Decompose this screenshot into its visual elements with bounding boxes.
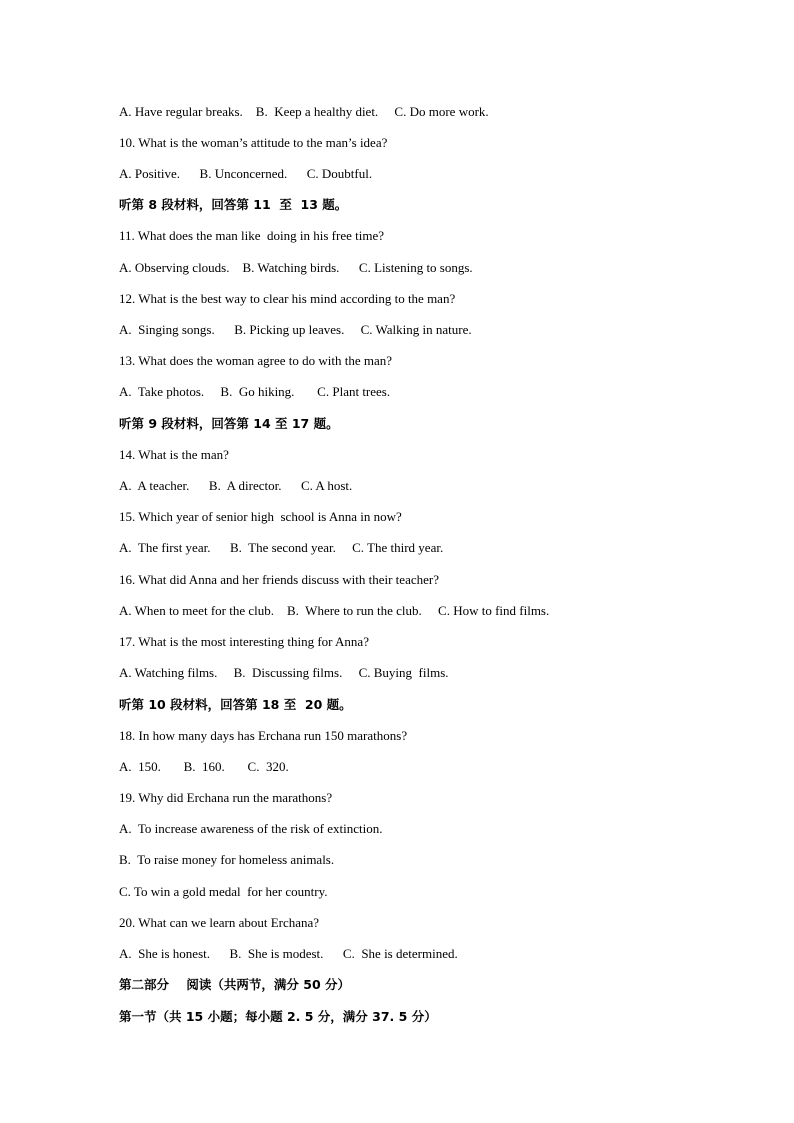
options-q12: A. Singing songs. B. Picking up leaves. C. Walking in nature. [119, 322, 472, 337]
question-20: 20. What can we learn about Erchana? [119, 915, 320, 930]
option-q19-b: B. To raise money for homeless animals. [119, 852, 335, 867]
question-15: 15. Which year of senior high school is Anna in now? [119, 509, 402, 524]
question-17: 17. What is the most interesting thing for Anna? [119, 634, 369, 649]
options-q15: A. The first year. B. The second year. C. The third year. [119, 540, 444, 555]
options-q16: A. When to meet for the club. B. Where to run the club. C. How to find films. [119, 603, 550, 618]
section-heading-material-9: 听第 9 段材料，回答第 14 至 17 题。 [119, 416, 339, 431]
section-heading-material-8: 听第 8 段材料，回答第 11 至 13 题。 [119, 197, 348, 212]
question-14: 14. What is the man? [119, 447, 229, 462]
question-11: 11. What does the man like doing in his free time? [119, 228, 384, 243]
option-q19-a: A. To increase awareness of the risk of extinction. [119, 821, 383, 836]
part-two-heading: 第二部分 阅读（共两节，满分 50 分） [119, 977, 351, 992]
question-10: 10. What is the woman’s attitude to the man’s idea? [119, 135, 388, 150]
options-q20: A. She is honest. B. She is modest. C. She is determined. [119, 946, 458, 961]
section-heading-material-10: 听第 10 段材料，回答第 18 至 20 题。 [119, 697, 352, 712]
question-18: 18. In how many days has Erchana run 150 marathons? [119, 728, 408, 743]
options-q18: A. 150. B. 160. C. 320. [119, 759, 289, 774]
question-19: 19. Why did Erchana run the marathons? [119, 790, 333, 805]
option-q19-c: C. To win a gold medal for her country. [119, 884, 328, 899]
question-12: 12. What is the best way to clear his mind according to the man? [119, 291, 456, 306]
options-q9: A. Have regular breaks. B. Keep a healthy diet. C. Do more work. [119, 104, 489, 119]
question-13: 13. What does the woman agree to do with the man? [119, 353, 393, 368]
question-16: 16. What did Anna and her friends discuss with their teacher? [119, 572, 439, 587]
options-q17: A. Watching films. B. Discussing films. C. Buying films. [119, 665, 449, 680]
options-q14: A. A teacher. B. A director. C. A host. [119, 478, 353, 493]
section-one-heading: 第一节（共 15 小题；每小题 2. 5 分，满分 37. 5 分） [119, 1009, 437, 1024]
options-q10: A. Positive. B. Unconcerned. C. Doubtful. [119, 166, 373, 181]
options-q13: A. Take photos. B. Go hiking. C. Plant trees. [119, 384, 391, 399]
options-q11: A. Observing clouds. B. Watching birds. C. Listening to songs. [119, 260, 473, 275]
